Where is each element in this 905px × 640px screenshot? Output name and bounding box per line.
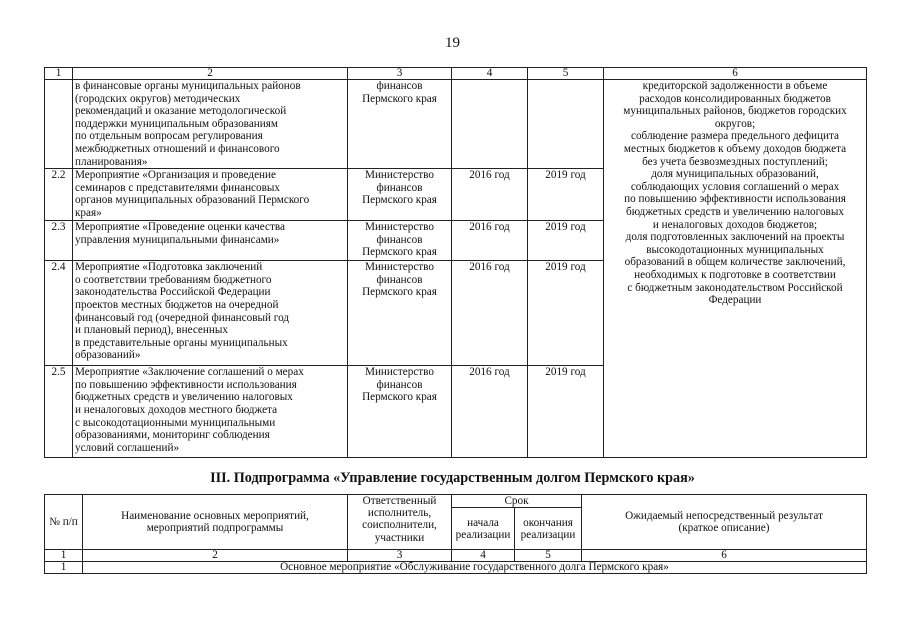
start-year: 2016 год: [452, 169, 528, 221]
header-measure-name: Наименование основных мероприятий, мероприятий подпрограммы: [83, 495, 348, 550]
end-year: 2019 год: [528, 261, 604, 366]
column-number: 4: [452, 68, 528, 80]
column-number: 6: [604, 68, 867, 80]
column-number: 5: [515, 550, 582, 562]
row-number: 2.2: [45, 169, 73, 221]
executor: Министерство финансов Пермского края: [348, 366, 452, 458]
header-end: окончания реализации: [515, 508, 582, 550]
expected-result: кредиторской задолженности в объеме расходов консолидированных бюджетов муниципальных районов, бюджетов городских округов; соблюдение размера предельного дефицита местных бюджетов к объему доходов бюджета без учета безвозмездных поступлений; доля муниципальных образований, соблюдающих условия соглашений о мерах по повышению эффективности использования бюджетных средств и увеличению налоговых и неналоговых доходов бюджетов; доля подготовленных заключений на проекты высокодотационных муниципальных образований в общем количестве заключений, необходимых к подготовке в соответствии с бюджетным законодательством Российской Федерации: [604, 80, 867, 458]
section-title: III. Подпрограмма «Управление государственным долгом Пермского края»: [210, 470, 695, 486]
table-row: [45, 80, 867, 169]
column-number: 1: [45, 68, 73, 80]
row-number: [45, 80, 73, 169]
header-expected-result: Ожидаемый непосредственный результат (краткое описание): [582, 495, 867, 550]
measures-table-continued: [44, 67, 867, 458]
executor: финансов Пермского края: [348, 80, 452, 169]
column-number: 5: [528, 68, 604, 80]
executor: Министерство финансов Пермского края: [348, 221, 452, 261]
start-year: 2016 год: [452, 221, 528, 261]
header-number: № п/п: [45, 495, 83, 550]
measure-name: Мероприятие «Заключение соглашений о мерах по повышению эффективности использования бюджетных средств и увеличению налоговых и неналоговых доходов местного бюджета с высокодотационными муниципальными образованиями, мониторинг соблюдения условий соглашений»: [73, 366, 348, 458]
column-number: 2: [73, 68, 348, 80]
column-number: 2: [83, 550, 348, 562]
header-row: [45, 495, 867, 508]
column-number: 6: [582, 550, 867, 562]
column-number-row: [45, 550, 867, 562]
measure-name: в финансовые органы муниципальных районов (городских округов) методических рекомендаций и оказание методологической поддержки муниципальным образованиям по отдельным вопросам регулирования межбюджетных отношений и финансового планирования»: [73, 80, 348, 169]
end-year: [528, 80, 604, 169]
executor: Министерство финансов Пермского края: [348, 261, 452, 366]
row-number: 2.3: [45, 221, 73, 261]
debt-subprogram-table: [44, 494, 867, 574]
end-year: 2019 год: [528, 366, 604, 458]
column-number: 4: [452, 550, 515, 562]
measure-name: Мероприятие «Проведение оценки качества управления муниципальными финансами»: [73, 221, 348, 261]
column-number: 3: [348, 550, 452, 562]
row-number: 2.5: [45, 366, 73, 458]
start-year: [452, 80, 528, 169]
executor: Министерство финансов Пермского края: [348, 169, 452, 221]
start-year: 2016 год: [452, 366, 528, 458]
header-start: начала реализации: [452, 508, 515, 550]
header-term: Срок: [452, 495, 582, 508]
page-number: 19: [445, 35, 460, 51]
end-year: 2019 год: [528, 169, 604, 221]
column-number: 1: [45, 550, 83, 562]
measure-name: Мероприятие «Организация и проведение семинаров с представителями финансовых органов муниципальных образований Пермского края»: [73, 169, 348, 221]
start-year: 2016 год: [452, 261, 528, 366]
column-number: 3: [348, 68, 452, 80]
measure-name: Мероприятие «Подготовка заключений о соответствии требованиям бюджетного законодательства Российской Федерации проектов местных бюджетов на очередной финансовый год (очередной финансовый год и плановый период), внесенных в представительные органы муниципальных образований»: [73, 261, 348, 366]
row-number: 2.4: [45, 261, 73, 366]
end-year: 2019 год: [528, 221, 604, 261]
row-number: 1: [45, 562, 83, 574]
table-row: [45, 562, 867, 574]
column-number-row: [45, 68, 867, 80]
header-executor: Ответственный исполнитель, соисполнители, участники: [348, 495, 452, 550]
main-measure-title: Основное мероприятие «Обслуживание государственного долга Пермского края»: [83, 562, 867, 574]
